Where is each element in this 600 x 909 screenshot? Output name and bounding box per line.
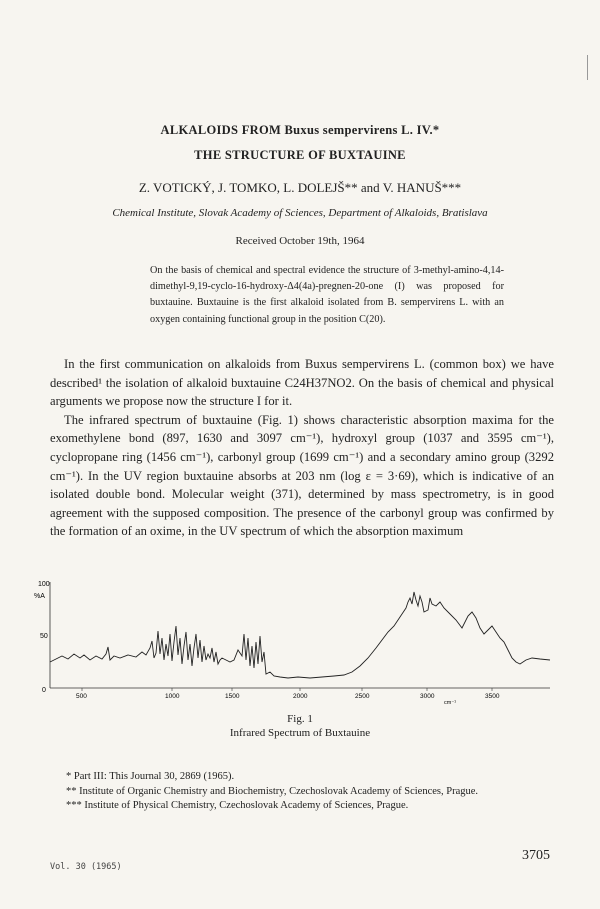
y-axis-unit: %A — [34, 593, 45, 600]
abstract: On the basis of chemical and spectral evidence the structure of 3-methyl-amino-4,14-dimethyl-9,19-cyclo-16-hydroxy-Δ4(4a)-pregnen-20-one (I) was proposed for buxtauine. Buxtauine is the first alkaloid isolated from B. sempervirens L. with an oxygen containing functional group in the position C(20). — [150, 265, 504, 325]
paragraph-2: The infrared spectrum of buxtauine (Fig. 1) shows characteristic absorption maxima for the exomethylene bond (897, 1630 and 3097 cm⁻¹), hydroxyl group (1037 and 3595 cm⁻¹), cyclopropane ring (1456 cm⁻¹), carbonyl group (1699 cm⁻¹) and a secondary amino group (3292 cm⁻¹). In the UV region buxtauine absorbs at 203 nm (log ε = 3·69), which is indicative of an isolated double bond. Molecular weight (371), determined by mass spectrometry, is in good agreement with the supposed composition. The presence of the carbonyl group was confirmed by the formation of an oxime, in the UV spectrum of which the absorption maximum — [50, 412, 554, 539]
paragraph-1: In the first communication on alkaloids from Buxus sempervirens L. (common box) we have described¹ the isolation of alkaloid buxtauine C24H37NO2. On the basis of chemical and physical arguments we propose now the structure I for it. — [50, 357, 554, 409]
y-tick-0: 0 — [42, 687, 46, 694]
y-tick-50: 50 — [40, 633, 48, 640]
figure-label: Fig. 1 — [287, 713, 313, 725]
authors: Z. VOTICKÝ, J. TOMKO, L. DOLEJŠ** and V. HANUŠ*** — [138, 180, 462, 195]
figure-caption — [0, 712, 600, 740]
x-tick-3000: 3000 — [420, 693, 435, 700]
figure-title: Infrared Spectrum of Buxtauine — [229, 727, 371, 739]
spectrum-trace — [50, 592, 550, 678]
ir-spectrum-figure — [32, 576, 556, 704]
footnote-1: * Part III: This Journal 30, 2869 (1965). — [66, 771, 235, 782]
page-edge-mark — [587, 55, 588, 80]
title-line-2: THE STRUCTURE OF BUXTAUINE — [194, 148, 406, 162]
footnote-2: ** Institute of Organic Chemistry and Biochemistry, Czechoslovak Academy of Sciences, Prague. — [66, 785, 479, 797]
page-number: 3705 — [522, 848, 550, 863]
x-axis-unit: cm⁻¹ — [444, 700, 457, 704]
footnotes — [50, 770, 556, 814]
x-tick-2000: 2000 — [293, 693, 308, 700]
received-date: Received October 19th, 1964 — [235, 235, 365, 247]
body-text — [50, 355, 554, 541]
x-tick-3500: 3500 — [485, 693, 500, 700]
affiliation: Chemical Institute, Slovak Academy of Sciences, Department of Alkaloids, Bratislava — [112, 207, 488, 219]
x-tick-1000: 1000 — [165, 693, 180, 700]
volume-label: Vol. 30 (1965) — [50, 862, 122, 872]
x-tick-1500: 1500 — [225, 693, 240, 700]
footnote-3: *** Institute of Physical Chemistry, Czechoslovak Academy of Sciences, Prague. — [66, 800, 409, 811]
x-tick-500: 500 — [76, 693, 87, 700]
y-tick-100: 100 — [38, 581, 50, 588]
title-line-1: ALKALOIDS FROM Buxus sempervirens L. IV.* — [160, 123, 440, 137]
x-tick-2500: 2500 — [355, 693, 370, 700]
